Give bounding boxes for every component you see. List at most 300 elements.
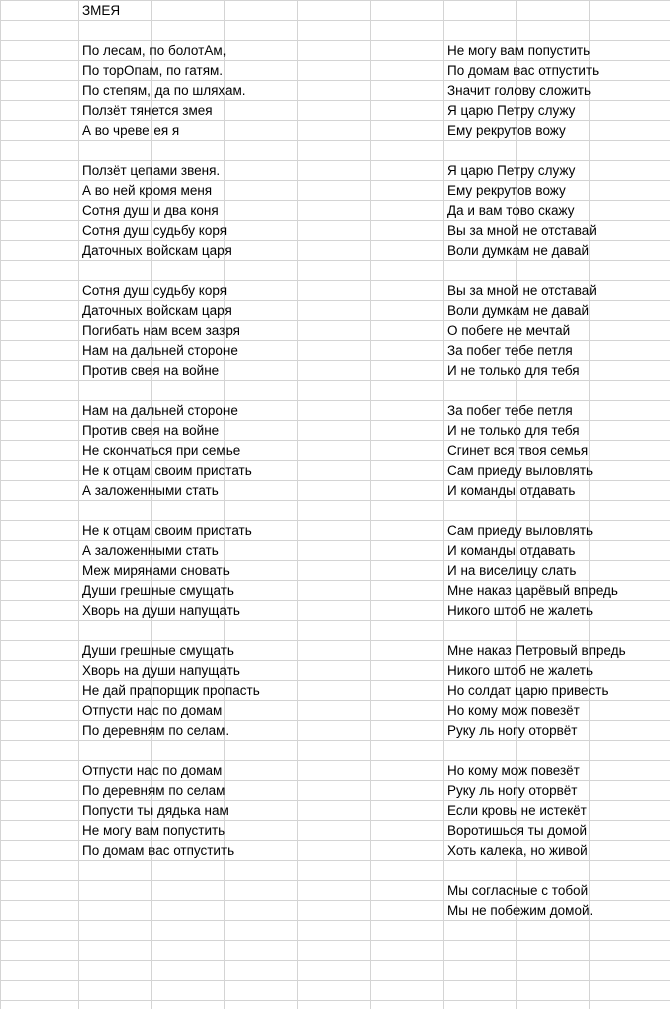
cell[interactable] [371,581,444,601]
cell-right-lyric[interactable] [444,841,588,861]
cell[interactable] [517,1,590,21]
cell[interactable] [1,201,79,221]
cell[interactable] [371,861,444,881]
cell[interactable] [298,401,371,421]
cell-right-lyric[interactable] [444,41,591,61]
cell-right-lyric[interactable] [444,221,597,241]
cell[interactable] [371,821,444,841]
cell-right-lyric[interactable] [444,721,578,741]
cell-left-lyric[interactable] [79,921,152,941]
cell-right-lyric[interactable] [444,301,590,321]
cell[interactable] [1,701,79,721]
cell[interactable] [517,941,590,961]
cell[interactable] [1,441,79,461]
cell-right-lyric[interactable] [444,921,517,941]
cell[interactable] [590,781,670,801]
cell[interactable] [371,21,444,41]
cell[interactable] [298,761,371,781]
cell[interactable] [298,301,371,321]
cell[interactable] [1,621,79,641]
cell[interactable] [1,21,79,41]
cell[interactable] [371,561,444,581]
cell-left-lyric[interactable] [79,541,219,561]
cell[interactable] [1,81,79,101]
cell[interactable] [517,741,590,761]
cell-left-lyric[interactable] [79,361,220,381]
cell[interactable] [225,981,298,1001]
cell-right-lyric[interactable] [444,521,594,541]
cell[interactable] [298,441,371,461]
cell-right-lyric[interactable] [444,821,587,841]
cell-left-lyric[interactable] [79,661,240,681]
cell-right-lyric[interactable] [444,881,589,901]
cell[interactable] [298,61,371,81]
cell[interactable] [1,181,79,201]
cell[interactable] [371,201,444,221]
cell[interactable] [517,261,590,281]
cell[interactable] [1,661,79,681]
cell[interactable] [371,541,444,561]
cell-left-lyric[interactable] [79,821,226,841]
cell[interactable] [590,621,670,641]
cell[interactable] [1,781,79,801]
cell[interactable] [517,501,590,521]
cell[interactable] [1,341,79,361]
cell[interactable] [371,841,444,861]
cell[interactable] [590,61,670,81]
cell-left-lyric[interactable] [79,781,226,801]
cell-right-lyric[interactable] [444,81,592,101]
cell[interactable] [590,861,670,881]
cell-left-lyric[interactable] [79,561,230,581]
cell-left-lyric[interactable] [79,21,152,41]
cell[interactable] [225,741,298,761]
cell[interactable] [298,841,371,861]
cell-right-lyric[interactable] [444,181,566,201]
cell-left-lyric[interactable] [79,141,152,161]
cell[interactable] [225,21,298,41]
cell-left-lyric[interactable] [79,961,152,981]
cell[interactable] [225,41,298,61]
cell-left-lyric[interactable] [79,101,213,121]
cell[interactable] [590,541,670,561]
cell-left-lyric[interactable] [79,601,240,621]
cell[interactable] [1,981,79,1001]
cell[interactable] [590,721,670,741]
cell-right-lyric[interactable] [444,601,594,621]
cell[interactable] [371,501,444,521]
cell-right-lyric[interactable] [444,801,587,821]
cell-left-lyric[interactable] [79,801,229,821]
cell[interactable] [225,801,298,821]
cell-right-lyric[interactable] [444,61,600,81]
cell-right-lyric[interactable] [444,621,517,641]
cell[interactable] [371,961,444,981]
cell[interactable] [371,101,444,121]
cell-left-lyric[interactable] [79,741,152,761]
cell[interactable] [298,941,371,961]
cell[interactable] [1,681,79,701]
cell-left-lyric[interactable] [79,881,152,901]
cell[interactable] [371,921,444,941]
cell[interactable] [225,241,298,261]
cell-right-lyric[interactable] [444,381,517,401]
cell[interactable] [371,441,444,461]
cell[interactable] [225,541,298,561]
cell[interactable] [152,941,225,961]
cell[interactable] [590,501,670,521]
cell[interactable] [1,321,79,341]
cell-left-lyric[interactable] [79,481,219,501]
cell[interactable] [1,581,79,601]
cell[interactable] [152,961,225,981]
cell[interactable] [298,961,371,981]
cell[interactable] [1,61,79,81]
cell[interactable] [590,441,670,461]
cell[interactable] [517,1001,590,1009]
cell-left-lyric[interactable] [79,161,221,181]
cell-right-lyric[interactable] [444,541,576,561]
cell-right-lyric[interactable] [444,641,626,661]
cell[interactable] [1,121,79,141]
cell-left-lyric[interactable] [79,301,232,321]
cell[interactable] [298,541,371,561]
cell[interactable] [298,521,371,541]
cell-right-lyric[interactable] [444,201,575,221]
cell[interactable] [298,261,371,281]
cell[interactable] [590,401,670,421]
cell[interactable] [590,241,670,261]
cell[interactable] [517,981,590,1001]
cell[interactable] [152,881,225,901]
cell[interactable] [225,921,298,941]
cell-left-lyric[interactable] [79,321,240,341]
cell-left-lyric[interactable] [79,381,152,401]
cell[interactable] [590,41,670,61]
cell-left-lyric[interactable] [79,1,152,21]
cell[interactable] [590,821,670,841]
cell[interactable] [1,301,79,321]
cell[interactable] [152,381,225,401]
cell[interactable] [1,141,79,161]
cell[interactable] [371,761,444,781]
cell-left-lyric[interactable] [79,441,241,461]
cell[interactable] [225,301,298,321]
cell-left-lyric[interactable] [79,861,152,881]
cell[interactable] [1,161,79,181]
cell[interactable] [590,761,670,781]
cell[interactable] [298,601,371,621]
cell[interactable] [1,221,79,241]
cell[interactable] [225,1,298,21]
cell[interactable] [1,241,79,261]
cell[interactable] [371,901,444,921]
cell[interactable] [225,561,298,581]
cell[interactable] [371,341,444,361]
cell[interactable] [152,741,225,761]
cell-left-lyric[interactable] [79,501,152,521]
cell-left-lyric[interactable] [79,1001,152,1009]
cell[interactable] [371,681,444,701]
cell[interactable] [298,81,371,101]
cell[interactable] [371,781,444,801]
cell[interactable] [517,141,590,161]
cell[interactable] [371,721,444,741]
cell[interactable] [371,41,444,61]
cell[interactable] [371,661,444,681]
cell[interactable] [298,461,371,481]
cell[interactable] [298,581,371,601]
cell-left-lyric[interactable] [79,521,252,541]
cell[interactable] [371,181,444,201]
cell[interactable] [298,681,371,701]
cell[interactable] [1,101,79,121]
cell[interactable] [1,421,79,441]
cell[interactable] [298,21,371,41]
cell-left-lyric[interactable] [79,461,252,481]
cell[interactable] [225,881,298,901]
cell[interactable] [590,81,670,101]
cell[interactable] [1,961,79,981]
cell[interactable] [298,701,371,721]
cell[interactable] [298,561,371,581]
cell-left-lyric[interactable] [79,981,152,1001]
cell[interactable] [225,61,298,81]
cell[interactable] [298,481,371,501]
cell[interactable] [225,641,298,661]
cell-right-lyric[interactable] [444,121,566,141]
cell[interactable] [371,81,444,101]
cell[interactable] [590,321,670,341]
cell-right-lyric[interactable] [444,901,594,921]
cell[interactable] [1,521,79,541]
cell-left-lyric[interactable] [79,201,219,221]
cell[interactable] [298,881,371,901]
cell[interactable] [225,421,298,441]
cell[interactable] [152,21,225,41]
cell[interactable] [225,181,298,201]
cell-right-lyric[interactable] [444,421,580,441]
cell[interactable] [298,901,371,921]
cell[interactable] [298,381,371,401]
cell[interactable] [225,141,298,161]
cell-right-lyric[interactable] [444,241,590,261]
cell[interactable] [371,941,444,961]
cell-right-lyric[interactable] [444,861,517,881]
cell[interactable] [590,481,670,501]
cell[interactable] [298,321,371,341]
cell[interactable] [152,1,225,21]
cell[interactable] [371,141,444,161]
cell[interactable] [371,221,444,241]
cell[interactable] [1,901,79,921]
cell[interactable] [590,421,670,441]
cell[interactable] [517,961,590,981]
cell[interactable] [590,521,670,541]
cell[interactable] [298,361,371,381]
cell-left-lyric[interactable] [79,261,152,281]
cell[interactable] [298,921,371,941]
cell-right-lyric[interactable] [444,281,597,301]
cell[interactable] [590,901,670,921]
cell[interactable] [517,861,590,881]
cell-left-lyric[interactable] [79,901,152,921]
cell[interactable] [371,281,444,301]
cell-right-lyric[interactable] [444,581,618,601]
cell[interactable] [590,981,670,1001]
cell[interactable] [298,181,371,201]
cell[interactable] [590,301,670,321]
cell[interactable] [371,741,444,761]
cell[interactable] [298,241,371,261]
cell[interactable] [298,41,371,61]
cell[interactable] [517,921,590,941]
cell[interactable] [225,221,298,241]
cell[interactable] [298,661,371,681]
cell[interactable] [298,501,371,521]
cell[interactable] [225,201,298,221]
cell[interactable] [590,101,670,121]
cell-left-lyric[interactable] [79,581,234,601]
cell[interactable] [1,941,79,961]
cell[interactable] [590,561,670,581]
cell[interactable] [225,261,298,281]
cell[interactable] [590,141,670,161]
cell[interactable] [590,1001,670,1009]
cell-right-lyric[interactable] [444,501,517,521]
cell[interactable] [590,961,670,981]
cell[interactable] [225,121,298,141]
cell[interactable] [152,501,225,521]
cell[interactable] [517,381,590,401]
cell[interactable] [1,401,79,421]
cell[interactable] [225,961,298,981]
cell[interactable] [225,761,298,781]
cell[interactable] [371,481,444,501]
cell-right-lyric[interactable] [444,561,577,581]
cell[interactable] [1,541,79,561]
cell[interactable] [1,561,79,581]
cell[interactable] [225,161,298,181]
cell[interactable] [298,741,371,761]
cell[interactable] [225,941,298,961]
cell[interactable] [298,721,371,741]
cell-left-lyric[interactable] [79,841,235,861]
cell[interactable] [371,261,444,281]
cell-left-lyric[interactable] [79,341,238,361]
cell[interactable] [371,641,444,661]
cell[interactable] [152,1001,225,1009]
cell[interactable] [298,201,371,221]
cell[interactable] [371,361,444,381]
cell-left-lyric[interactable] [79,61,224,81]
cell-left-lyric[interactable] [79,181,213,201]
cell[interactable] [152,981,225,1001]
cell-right-lyric[interactable] [444,361,580,381]
cell[interactable] [371,161,444,181]
cell[interactable] [1,881,79,901]
cell[interactable] [298,801,371,821]
cell[interactable] [590,881,670,901]
cell-right-lyric[interactable] [444,161,576,181]
cell[interactable] [225,861,298,881]
cell[interactable] [1,281,79,301]
cell-right-lyric[interactable] [444,941,517,961]
cell-right-lyric[interactable] [444,741,517,761]
cell-right-lyric[interactable] [444,1001,517,1009]
cell[interactable] [1,921,79,941]
cell-left-lyric[interactable] [79,81,246,101]
cell-right-lyric[interactable] [444,461,594,481]
cell-right-lyric[interactable] [444,21,517,41]
cell-right-lyric[interactable] [444,441,589,461]
cell[interactable] [298,281,371,301]
cell[interactable] [298,861,371,881]
cell-left-lyric[interactable] [79,761,223,781]
cell[interactable] [225,381,298,401]
cell[interactable] [371,521,444,541]
cell[interactable] [225,101,298,121]
cell[interactable] [1,841,79,861]
cell-right-lyric[interactable] [444,401,573,421]
cell-left-lyric[interactable] [79,281,227,301]
cell[interactable] [371,61,444,81]
cell[interactable] [1,601,79,621]
cell[interactable] [225,281,298,301]
cell[interactable] [1,861,79,881]
cell[interactable] [371,401,444,421]
cell[interactable] [298,821,371,841]
cell[interactable] [225,841,298,861]
cell[interactable] [1,801,79,821]
cell[interactable] [152,621,225,641]
cell[interactable] [298,341,371,361]
cell[interactable] [590,341,670,361]
cell[interactable] [225,621,298,641]
cell[interactable] [1,41,79,61]
cell[interactable] [225,701,298,721]
cell[interactable] [1,761,79,781]
cell-left-lyric[interactable] [79,421,220,441]
cell[interactable] [590,261,670,281]
cell[interactable] [225,481,298,501]
cell[interactable] [371,1001,444,1009]
cell[interactable] [590,1,670,21]
cell[interactable] [1,1001,79,1009]
cell[interactable] [152,861,225,881]
cell[interactable] [590,161,670,181]
cell[interactable] [298,141,371,161]
cell[interactable] [371,461,444,481]
cell[interactable] [298,221,371,241]
cell[interactable] [298,421,371,441]
cell-left-lyric[interactable] [79,41,227,61]
cell-right-lyric[interactable] [444,261,517,281]
cell[interactable] [371,121,444,141]
cell[interactable] [590,21,670,41]
cell[interactable] [371,301,444,321]
cell[interactable] [371,421,444,441]
cell-left-lyric[interactable] [79,221,227,241]
cell[interactable] [590,201,670,221]
cell[interactable] [1,721,79,741]
cell-right-lyric[interactable] [444,981,517,1001]
cell-right-lyric[interactable] [444,701,580,721]
cell[interactable] [298,161,371,181]
cell[interactable] [371,381,444,401]
cell[interactable] [298,781,371,801]
cell[interactable] [1,381,79,401]
